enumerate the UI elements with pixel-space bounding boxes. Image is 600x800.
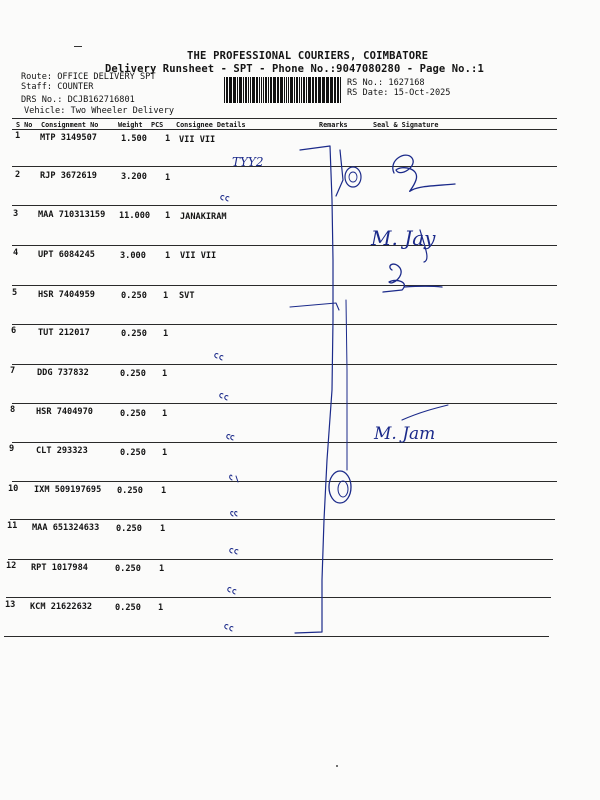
row-8-signature-flourish bbox=[402, 405, 448, 420]
row-4-consignee: VII VII bbox=[180, 251, 217, 261]
row-1-remark-scribble: TYY2 bbox=[232, 155, 264, 169]
row-8-signature: M. Jam bbox=[374, 424, 436, 444]
barcode-bar bbox=[252, 77, 255, 103]
staff-label: Staff: COUNTER bbox=[21, 82, 94, 92]
barcode-bar bbox=[312, 77, 314, 103]
row-9-weight: 0.250 bbox=[120, 448, 146, 458]
row-2-sno: 2 bbox=[15, 170, 21, 180]
col-sno: S No bbox=[16, 121, 33, 129]
row-1-stamp-circle bbox=[345, 167, 361, 187]
row-6-sno: 6 bbox=[11, 326, 17, 336]
row-5-pcs: 1 bbox=[163, 291, 169, 301]
barcode-bar bbox=[245, 77, 247, 103]
barcode-bar bbox=[268, 77, 269, 103]
row-1-consignee: VII VII bbox=[179, 135, 216, 145]
row-9-consignment: CLT 293323 bbox=[36, 446, 88, 456]
row-2-pcs: 1 bbox=[165, 173, 171, 183]
row-5-consignment: HSR 7404959 bbox=[38, 290, 95, 300]
row-11-sno: 11 bbox=[7, 521, 18, 531]
barcode-bar bbox=[277, 77, 279, 103]
row-9-pcs: 1 bbox=[162, 448, 168, 458]
barcode-image bbox=[224, 77, 342, 103]
row-12-mark bbox=[228, 588, 236, 594]
barcode-bar bbox=[237, 77, 238, 103]
route-label: Route: OFFICE DELIVERY SPT bbox=[21, 72, 156, 82]
row-12-pcs: 1 bbox=[159, 564, 165, 574]
row-1-sno: 1 bbox=[15, 131, 21, 141]
row-10-consignment: IXM 509197695 bbox=[34, 485, 102, 495]
row-7-sno: 7 bbox=[10, 366, 16, 376]
row-6-rule bbox=[12, 364, 557, 365]
row-2-consignment: RJP 3672619 bbox=[40, 171, 97, 181]
barcode-bar bbox=[337, 77, 339, 103]
row-4-signature bbox=[383, 264, 442, 292]
row-2-weight: 3.200 bbox=[121, 172, 147, 182]
barcode-bar bbox=[326, 77, 329, 103]
row-4-weight: 3.000 bbox=[120, 251, 146, 261]
row-1-tick-stroke bbox=[336, 150, 343, 196]
table-top-rule bbox=[12, 118, 557, 119]
barcode-bar bbox=[226, 77, 228, 103]
barcode-bar bbox=[296, 77, 298, 103]
barcode-bar bbox=[301, 77, 302, 103]
row-1-pcs: 1 bbox=[165, 134, 171, 144]
rs-number: RS No.: 1627168 bbox=[347, 78, 425, 88]
row-7-weight: 0.250 bbox=[120, 369, 146, 379]
row-3-rule bbox=[12, 245, 557, 246]
col-remarks: Remarks bbox=[319, 121, 348, 129]
row-8-sno: 8 bbox=[10, 405, 16, 415]
barcode-bar bbox=[233, 77, 236, 103]
row-1-rule bbox=[12, 166, 557, 167]
barcode-bar bbox=[263, 77, 264, 103]
barcode-bar bbox=[306, 77, 307, 103]
row-10-sno: 10 bbox=[8, 484, 19, 494]
barcode-bar bbox=[261, 77, 262, 103]
row-8-consignment: HSR 7404970 bbox=[36, 407, 93, 417]
row-4-consignment: UPT 6084245 bbox=[38, 250, 95, 260]
barcode-bar bbox=[340, 77, 341, 103]
barcode-bar bbox=[290, 77, 293, 103]
col-consignee: Consignee Details bbox=[176, 121, 246, 129]
row-5-rule bbox=[12, 324, 557, 325]
row-11-mark bbox=[230, 549, 238, 554]
row-7-mark bbox=[220, 394, 228, 400]
barcode-bar bbox=[280, 77, 283, 103]
row-12-sno: 12 bbox=[6, 561, 17, 571]
row-3-pcs: 1 bbox=[165, 211, 171, 221]
row-1-stamp-inner bbox=[349, 172, 357, 182]
row-9-rule bbox=[12, 481, 557, 482]
row-10-rule bbox=[10, 519, 555, 520]
row-3-consignment: MAA 710313159 bbox=[38, 210, 106, 220]
company-title: THE PROFESSIONAL COURIERS, COIMBATORE bbox=[187, 50, 429, 62]
barcode-bar bbox=[229, 77, 232, 103]
col-signature: Seal & Signature bbox=[373, 121, 439, 129]
row-11-consignment: MAA 651324633 bbox=[32, 523, 100, 533]
barcode-bar bbox=[250, 77, 251, 103]
barcode-bar bbox=[294, 77, 295, 103]
bottom-stray-dot bbox=[336, 765, 338, 767]
row-4-pcs: 1 bbox=[165, 251, 171, 261]
barcode-bar bbox=[248, 77, 249, 103]
row-8-weight: 0.250 bbox=[120, 409, 146, 419]
remarks-vertical-stroke bbox=[346, 300, 347, 470]
barcode-bar bbox=[322, 77, 325, 103]
row-13-pcs: 1 bbox=[158, 603, 164, 613]
barcode-bar bbox=[288, 77, 289, 103]
row-13-sno: 13 bbox=[5, 600, 16, 610]
barcode-bar bbox=[308, 77, 311, 103]
row-6-consignment: TUT 212017 bbox=[38, 328, 90, 338]
row-2-rule bbox=[12, 205, 557, 206]
row-8-rule bbox=[12, 442, 557, 443]
row-3-consignee: JANAKIRAM bbox=[180, 212, 227, 222]
row-13-rule bbox=[4, 636, 549, 637]
barcode-bar bbox=[265, 77, 267, 103]
table-header-rule bbox=[12, 129, 557, 130]
col-weight: Weight bbox=[118, 121, 143, 129]
row-8-mark bbox=[227, 435, 234, 440]
row-3-signature: M. Jay bbox=[371, 226, 436, 250]
row-9-sno: 9 bbox=[9, 444, 15, 454]
row-11-pcs: 1 bbox=[160, 524, 166, 534]
col-consignment: Consignment No bbox=[41, 121, 99, 129]
row-4-sno: 4 bbox=[13, 248, 19, 258]
row-10-weight: 0.250 bbox=[117, 486, 143, 496]
runsheet-subtitle: Delivery Runsheet - SPT - Phone No.:9047080280 - Page No.:1 bbox=[105, 63, 484, 75]
row-5-weight: 0.250 bbox=[121, 291, 147, 301]
row-3-weight: 11.000 bbox=[119, 211, 151, 221]
barcode-bar bbox=[259, 77, 260, 103]
row-10-mark bbox=[231, 511, 237, 516]
row-1-consignment: MTP 3149507 bbox=[40, 133, 97, 143]
barcode-bar bbox=[334, 77, 336, 103]
row-10-stamp-circle bbox=[329, 471, 351, 503]
row-6-pcs: 1 bbox=[163, 329, 169, 339]
row-13-consignment: KCM 21622632 bbox=[30, 602, 93, 612]
barcode-bar bbox=[330, 77, 333, 103]
barcode-bar bbox=[239, 77, 242, 103]
top-stray-mark bbox=[74, 46, 82, 47]
row-5-sno: 5 bbox=[12, 288, 18, 298]
barcode-bar bbox=[256, 77, 258, 103]
barcode-bar bbox=[299, 77, 300, 103]
row-4-rule bbox=[12, 285, 557, 286]
row-6-mark bbox=[215, 354, 223, 360]
row-13-mark bbox=[225, 625, 233, 631]
row-13-weight: 0.250 bbox=[115, 603, 141, 613]
row-12-consignment: RPT 1017984 bbox=[31, 563, 88, 573]
row-12-rule bbox=[6, 597, 551, 598]
vehicle-label: Vehicle: Two Wheeler Delivery bbox=[24, 106, 175, 116]
row-8-pcs: 1 bbox=[162, 409, 168, 419]
row-11-rule bbox=[8, 559, 553, 560]
row-7-rule bbox=[12, 403, 557, 404]
barcode-bar bbox=[286, 77, 287, 103]
row-7-consignment: DDG 737832 bbox=[37, 368, 89, 378]
row-12-weight: 0.250 bbox=[115, 564, 141, 574]
barcode-bar bbox=[243, 77, 244, 103]
row-3-sno: 3 bbox=[13, 209, 19, 219]
barcode-bar bbox=[284, 77, 285, 103]
row-11-weight: 0.250 bbox=[116, 524, 142, 534]
row-10-pcs: 1 bbox=[161, 486, 167, 496]
barcode-bar bbox=[318, 77, 321, 103]
row-7-pcs: 1 bbox=[162, 369, 168, 379]
row-1-signature bbox=[393, 155, 455, 191]
row-6-weight: 0.250 bbox=[121, 329, 147, 339]
drs-number: DRS No.: DCJB162716801 bbox=[21, 95, 135, 105]
barcode-bar bbox=[315, 77, 317, 103]
row-2-mark bbox=[221, 196, 229, 201]
barcode-bar bbox=[273, 77, 276, 103]
row-10-stamp-inner bbox=[338, 481, 348, 497]
barcode-bar bbox=[224, 77, 225, 103]
col-pcs: PCS bbox=[151, 121, 164, 129]
barcode-bar bbox=[270, 77, 272, 103]
rs-date: RS Date: 15-Oct-2025 bbox=[347, 88, 451, 98]
row-1-weight: 1.500 bbox=[121, 134, 147, 144]
barcode-bar bbox=[303, 77, 305, 103]
row-5-consignee: SVT bbox=[179, 291, 195, 301]
row-5-stroke bbox=[290, 303, 339, 310]
row-3-signature-tail bbox=[420, 230, 427, 262]
